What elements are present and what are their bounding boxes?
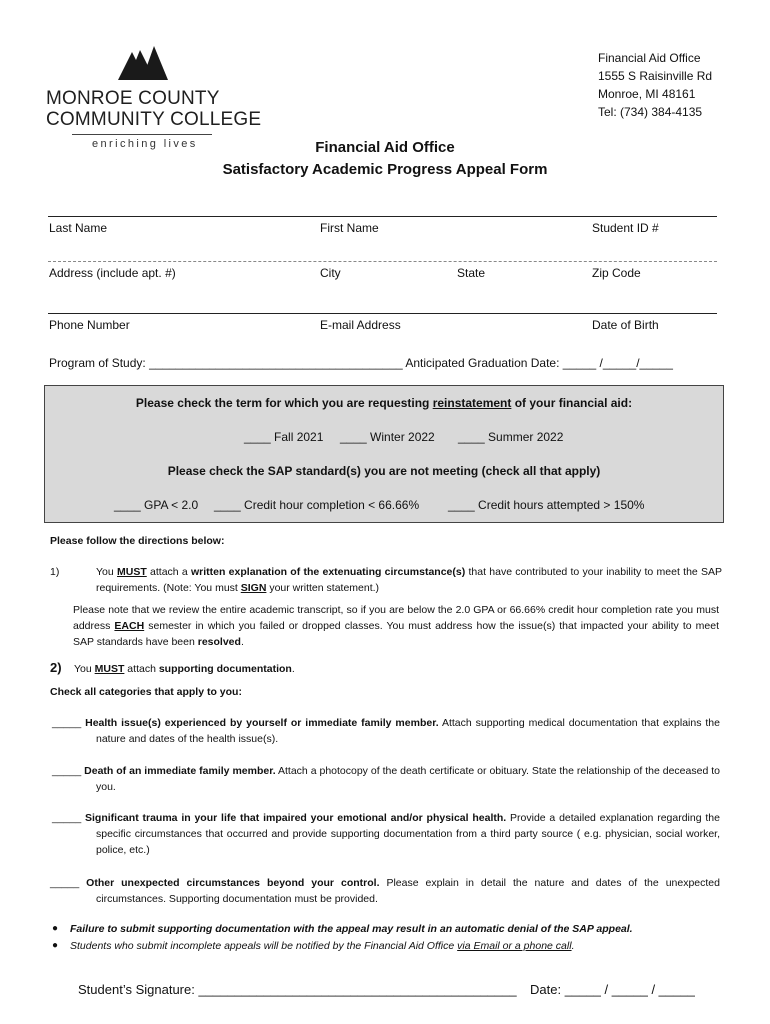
item-1-text-a: You (96, 566, 117, 578)
zip-code-label: Zip Code (592, 266, 641, 280)
note-each: EACH (114, 620, 145, 632)
sap-completion-option[interactable]: ____ Credit hour completion < 66.66% (214, 498, 420, 512)
logo-tagline: enriching lives (92, 138, 198, 150)
bullet-2-text: Students who submit incomplete appeals will be notified by the Financial Aid Office (70, 940, 458, 952)
logo-text-line1: MONROE COUNTY (46, 88, 220, 109)
term-question-underlined: reinstatement (432, 396, 512, 410)
last-name-label: Last Name (49, 221, 108, 235)
program-of-study-line (49, 356, 673, 370)
office-street: 1555 S Raisinville Rd (598, 69, 713, 83)
item-1-bold: written explanation of the extenuating circumstance(s) (191, 566, 466, 578)
category-trauma-title: Significant trauma in your life that impaired your emotional and/or physical health. (85, 812, 507, 824)
category-death-title: Death of an immediate family member. (84, 765, 276, 777)
item-2-text-a: You (74, 663, 95, 675)
bullet-icon: ● (52, 923, 59, 934)
first-name-label: First Name (320, 221, 379, 235)
category-death-text: Attach a photocopy of the death certificate or obituary. State the relationship of the deceased to you. (96, 765, 720, 793)
item-1-must: MUST (117, 566, 147, 578)
item-1-text-b: attach a (146, 566, 191, 578)
category-health-blank[interactable]: _____ (52, 717, 86, 729)
address-row-line[interactable] (48, 261, 717, 262)
signature-label: Student’s Signature: (78, 982, 195, 997)
term-question-end: of your financial aid: (511, 396, 633, 410)
term-question-text: Please check the term for which you are requesting (135, 396, 433, 410)
item-1-number: 1) (50, 566, 60, 578)
direction-item-2 (50, 660, 722, 677)
bullet-2-end: . (571, 940, 575, 952)
categories-heading: Check all categories that apply to you: (50, 686, 242, 698)
item-1-text-d: your written statement.) (266, 582, 380, 594)
bullet-2-underlined: via Email or a phone call (457, 940, 572, 952)
category-death[interactable] (52, 763, 720, 795)
signature-line (78, 982, 517, 997)
category-other[interactable] (50, 875, 720, 907)
note-text-c: . (240, 636, 244, 648)
bullet-denial-warning: Failure to submit supporting documentation with the appeal may result in an automatic denial of the SAP appeal. (70, 923, 633, 935)
item-2-must: MUST (94, 663, 125, 675)
office-city: Monroe, MI 48161 (598, 87, 696, 101)
term-summer-2022[interactable]: ____ Summer 2022 (458, 430, 564, 444)
logo-text-line2: COMMUNITY COLLEGE (46, 109, 262, 130)
city-label: City (320, 266, 341, 280)
logo-divider (72, 134, 212, 135)
form-title-line2: Satisfactory Academic Progress Appeal Form (222, 161, 548, 178)
dob-label: Date of Birth (592, 318, 659, 332)
bullet-incomplete-notice (70, 940, 574, 952)
note-text-a: Please note that we review the entire academic transcript, so if you are below the 2.0 GPA or 66.66% credit hour completion rate you must address (73, 604, 719, 632)
phone-row-line[interactable] (48, 313, 717, 314)
direction-item-1 (50, 564, 722, 596)
address-label: Address (include apt. #) (49, 266, 176, 280)
email-label: E-mail Address (320, 318, 401, 332)
note-text-b: semester in which you failed or dropped classes. You must address how the issue(s) that impacted your ability to meet SAP standards have been (73, 620, 719, 648)
term-fall-2021[interactable]: ____ Fall 2021 (244, 430, 324, 444)
item-1-text-c: that have contributed to your inability to meet the SAP requirements. (Note: You must (96, 566, 723, 594)
student-id-label: Student ID # (592, 221, 659, 235)
signature-field[interactable]: ____________________________________________ (198, 982, 517, 997)
item-1-sign: SIGN (240, 582, 267, 594)
term-question (44, 396, 724, 410)
phone-label: Phone Number (49, 318, 130, 332)
category-health[interactable] (52, 715, 720, 747)
college-logo-icon (118, 46, 168, 80)
note-resolved: resolved (197, 636, 241, 648)
sap-gpa-option[interactable]: ____ GPA < 2.0 (114, 498, 199, 512)
state-label: State (457, 266, 486, 280)
category-death-blank[interactable]: _____ (52, 765, 85, 777)
signature-date-line (530, 982, 695, 997)
item-2-text-c: . (291, 663, 295, 675)
category-other-blank[interactable]: _____ (50, 877, 87, 889)
item-2-text-b: attach (124, 663, 159, 675)
item-2-number: 2) (50, 660, 62, 675)
category-health-title: Health issue(s) experienced by yourself or immediate family member. (85, 717, 439, 729)
office-phone: Tel: (734) 384-4135 (598, 105, 703, 119)
sap-question: Please check the SAP standard(s) you are not meeting (check all that apply) (167, 464, 601, 478)
graduation-date-label: Anticipated Graduation Date: (405, 356, 560, 370)
directions-heading: Please follow the directions below: (50, 535, 225, 547)
item-2-bold: supporting documentation (158, 663, 292, 675)
category-trauma[interactable] (52, 810, 720, 858)
bullet-icon: ● (52, 940, 59, 951)
category-other-text: Please explain in detail the nature and dates of the unexpected circumstances. Supporting documentation must be provided. (96, 877, 720, 905)
category-trauma-blank[interactable]: _____ (52, 812, 86, 824)
graduation-date-field[interactable]: _____ /_____/_____ (562, 356, 673, 370)
signature-date-field[interactable]: _____ / _____ / _____ (564, 982, 695, 997)
term-winter-2022[interactable]: ____ Winter 2022 (340, 430, 435, 444)
signature-date-label: Date: (530, 982, 562, 997)
transcript-note (73, 602, 719, 650)
name-row-line[interactable] (48, 216, 717, 217)
sap-attempted-option[interactable]: ____ Credit hours attempted > 150% (448, 498, 645, 512)
office-name: Financial Aid Office (598, 51, 701, 65)
category-other-title: Other unexpected circumstances beyond your control. (86, 877, 380, 889)
program-of-study-field[interactable]: ______________________________________ (149, 356, 403, 370)
category-trauma-text: Provide a detailed explanation regarding the specific circumstances that occurred and provide supporting documentation from a third party source ( e.g. physician, social worker, police, etc.) (96, 812, 720, 856)
program-of-study-label: Program of Study: (49, 356, 146, 370)
form-title-line1: Financial Aid Office (315, 139, 455, 156)
category-health-text: Attach supporting medical documentation that explains the nature and dates of the health issue(s). (96, 717, 720, 745)
